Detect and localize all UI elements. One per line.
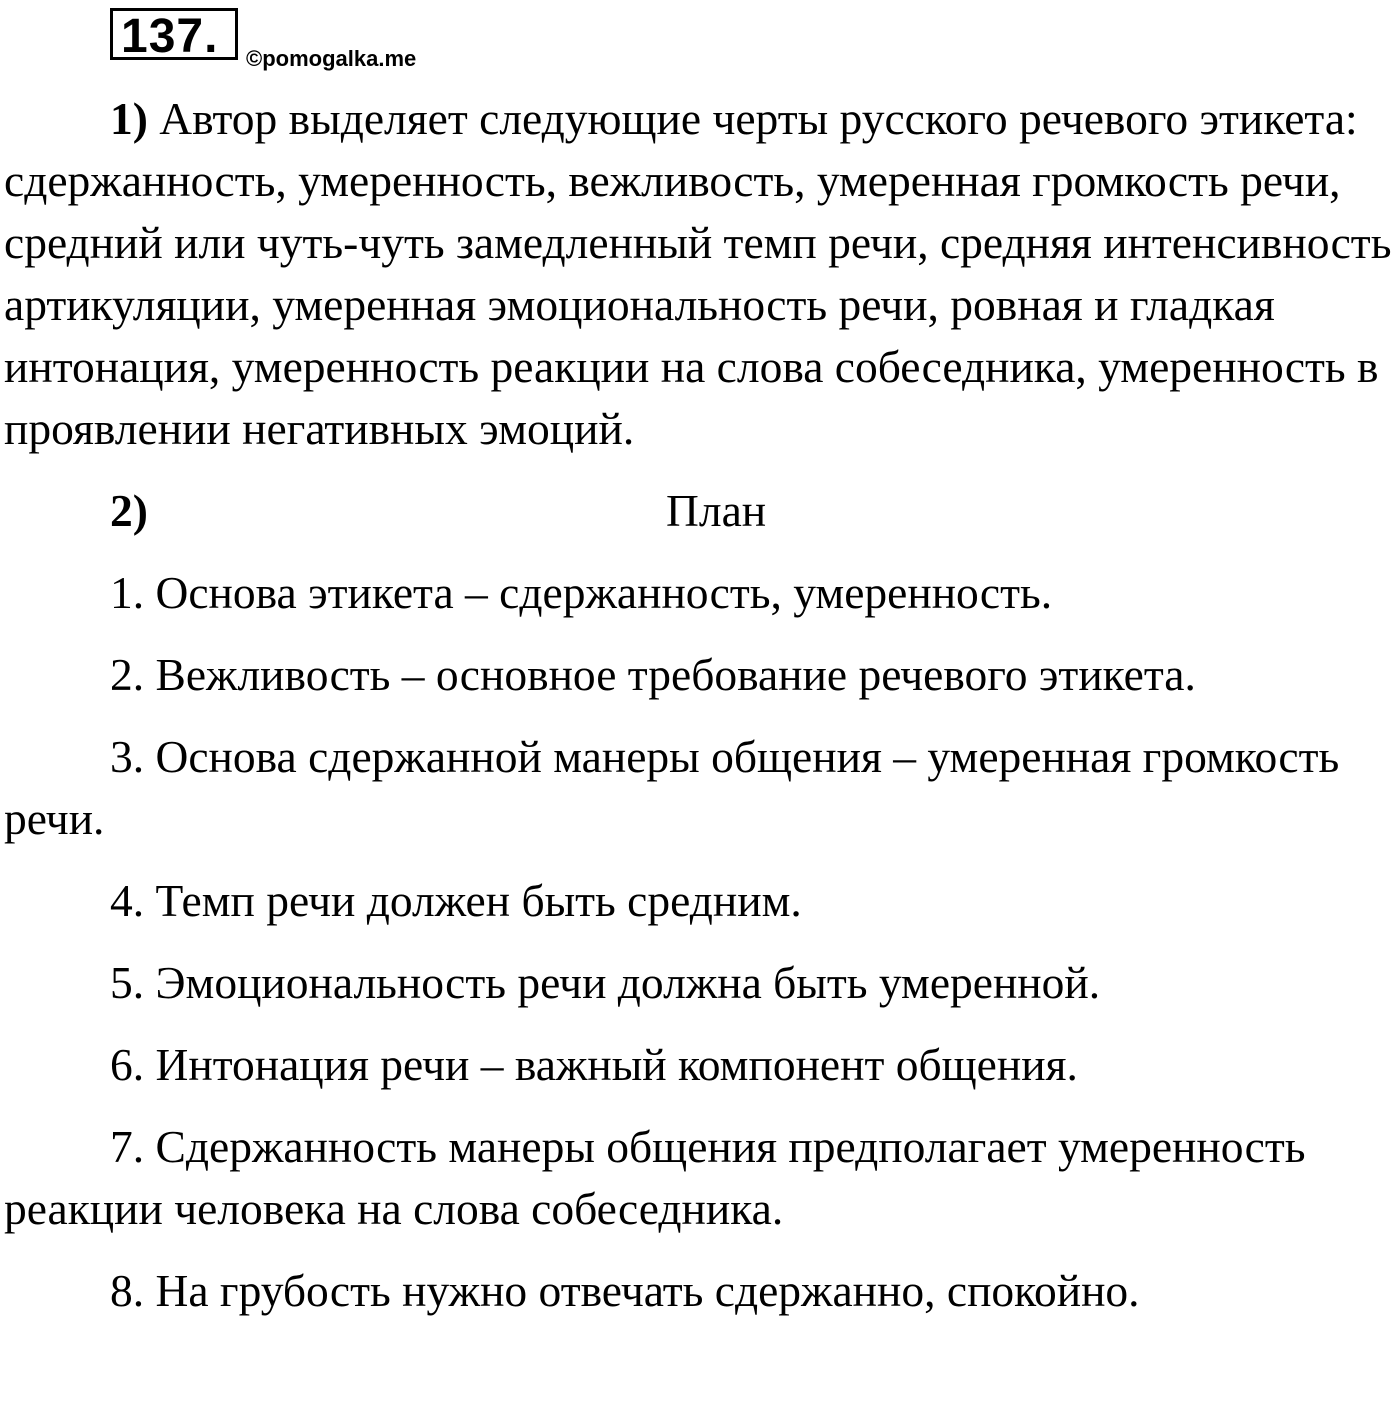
- plan-item: 7. Сдержанность манеры общения предполагает умеренность реакции человека на слова собеседника.: [4, 1121, 1306, 1234]
- plan-item: 2. Вежливость – основное требование речевого этикета.: [110, 649, 1196, 700]
- plan-item: 4. Темп речи должен быть средним.: [110, 875, 802, 926]
- watermark: ©pomogalka.me: [246, 46, 417, 71]
- plan-item: 6. Интонация речи – важный компонент общения.: [110, 1039, 1078, 1090]
- part2-heading: [4, 480, 1396, 542]
- document-content: [4, 88, 1396, 1322]
- plan-item: 5. Эмоциональность речи должна быть умеренной.: [110, 957, 1101, 1008]
- part1-text: Автор выделяет следующие черты русского речевого этикета: сдержанность, умеренность, вежливость, умеренная громкость речи, средний или чуть-чуть замедленный темп речи, средняя интенсивность артикуляции, умеренная эмоциональность речи, ровная и гладкая интонация, умеренность реакции на слова собеседника, умеренность в проявлении негативных эмоций.: [4, 93, 1392, 454]
- plan-title: План: [666, 485, 767, 536]
- part2-marker: 2): [110, 485, 148, 536]
- part1-paragraph: [4, 88, 1396, 460]
- exercise-number: 137.: [110, 8, 238, 60]
- plan-item: 3. Основа сдержанной манеры общения – умеренная громкость речи.: [4, 731, 1340, 844]
- plan-item: 1. Основа этикета – сдержанность, умеренность.: [110, 567, 1053, 618]
- part1-marker: 1): [110, 93, 148, 144]
- plan-list: [4, 562, 1396, 1322]
- plan-item: 8. На грубость нужно отвечать сдержанно, спокойно.: [110, 1265, 1140, 1316]
